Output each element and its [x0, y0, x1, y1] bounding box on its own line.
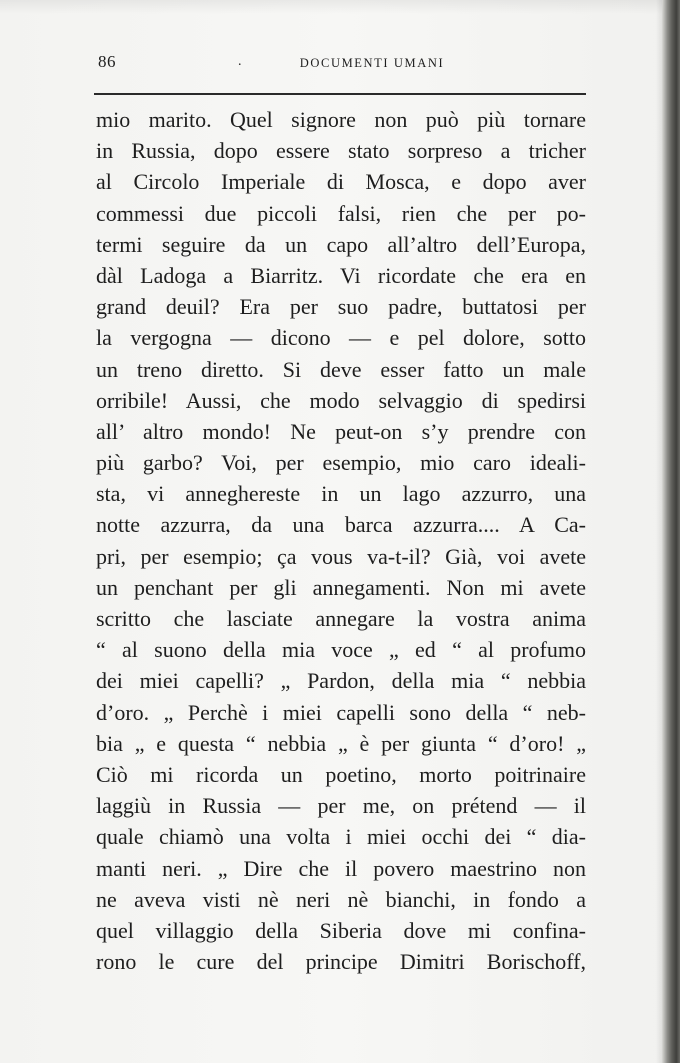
text-line: notte azzurra, da una barca azzurra.... A Ca- [96, 512, 586, 538]
text-line: d’oro. „ Perchè i miei capelli sono della “ neb- [96, 699, 586, 725]
text-line: bia „ e questa “ nebbia „ è per giunta “ d’oro! „ [96, 730, 586, 756]
text-line: quel villaggio della Siberia dove mi confina- [96, 917, 586, 943]
text-line: scritto che lasciate annegare la vostra anima [96, 606, 586, 631]
text-line: dàl Ladoga a Biarritz. Vi ricordate che era en [96, 262, 586, 288]
text-line: dei miei capelli? „ Pardon, della mia “ nebbia [96, 668, 586, 694]
text-line: più garbo? Voi, per esempio, mio caro ideali- [96, 450, 586, 476]
text-line: mio marito. Quel signore non può più tornare [96, 107, 586, 132]
text-line: termi seguire da un capo all’altro dell’Europa, [96, 231, 586, 257]
text-line: un treno diretto. Si deve esser fatto un male [96, 356, 586, 382]
text-line: all’ altro mondo! Ne peut-on s’y prendre con [96, 418, 586, 444]
text-line: “ al suono della mia voce „ ed “ al profumo [96, 637, 586, 663]
text-line: manti neri. „ Dire che il povero maestrino non [96, 855, 586, 881]
text-line: sta, vi anneghereste in un lago azzurro, una [96, 481, 586, 507]
text-line: la vergogna — dicono — e pel dolore, sotto [96, 325, 586, 351]
page-top-shadow [0, 0, 680, 14]
text-line: un penchant per gli annegamenti. Non mi avete [96, 574, 586, 600]
book-spine [662, 0, 680, 1063]
text-line: pri, per esempio; ça vous va-t-il? Già, voi avete [96, 543, 586, 569]
header-separator: . [238, 54, 242, 69]
body-text [96, 104, 586, 977]
text-line: al Circolo Imperiale di Mosca, e dopo aver [96, 169, 586, 195]
text-line: quale chiamò una volta i miei occhi dei “ dia- [96, 824, 586, 850]
text-line: laggiù in Russia — per me, on prétend — il [96, 793, 586, 819]
running-title: DOCUMENTI UMANI [299, 56, 445, 70]
text-line: in Russia, dopo essere stato sorpreso a tricher [96, 138, 586, 164]
page-header [98, 52, 586, 74]
text-line: commessi due piccoli falsi, rien che per po- [96, 200, 586, 226]
page-number: 86 [98, 52, 116, 71]
text-line: rono le cure del principe Dimitri Borischoff, [96, 949, 586, 975]
header-rule [94, 93, 586, 95]
text-line: grand deuil? Era per suo padre, buttatosi per [96, 294, 586, 320]
text-line: ne aveva visti nè neri nè bianchi, in fondo a [96, 886, 586, 912]
text-line: orribile! Aussi, che modo selvaggio di spedirsi [96, 387, 586, 413]
text-line: Ciò mi ricorda un poetino, morto poitrinaire [96, 761, 586, 787]
